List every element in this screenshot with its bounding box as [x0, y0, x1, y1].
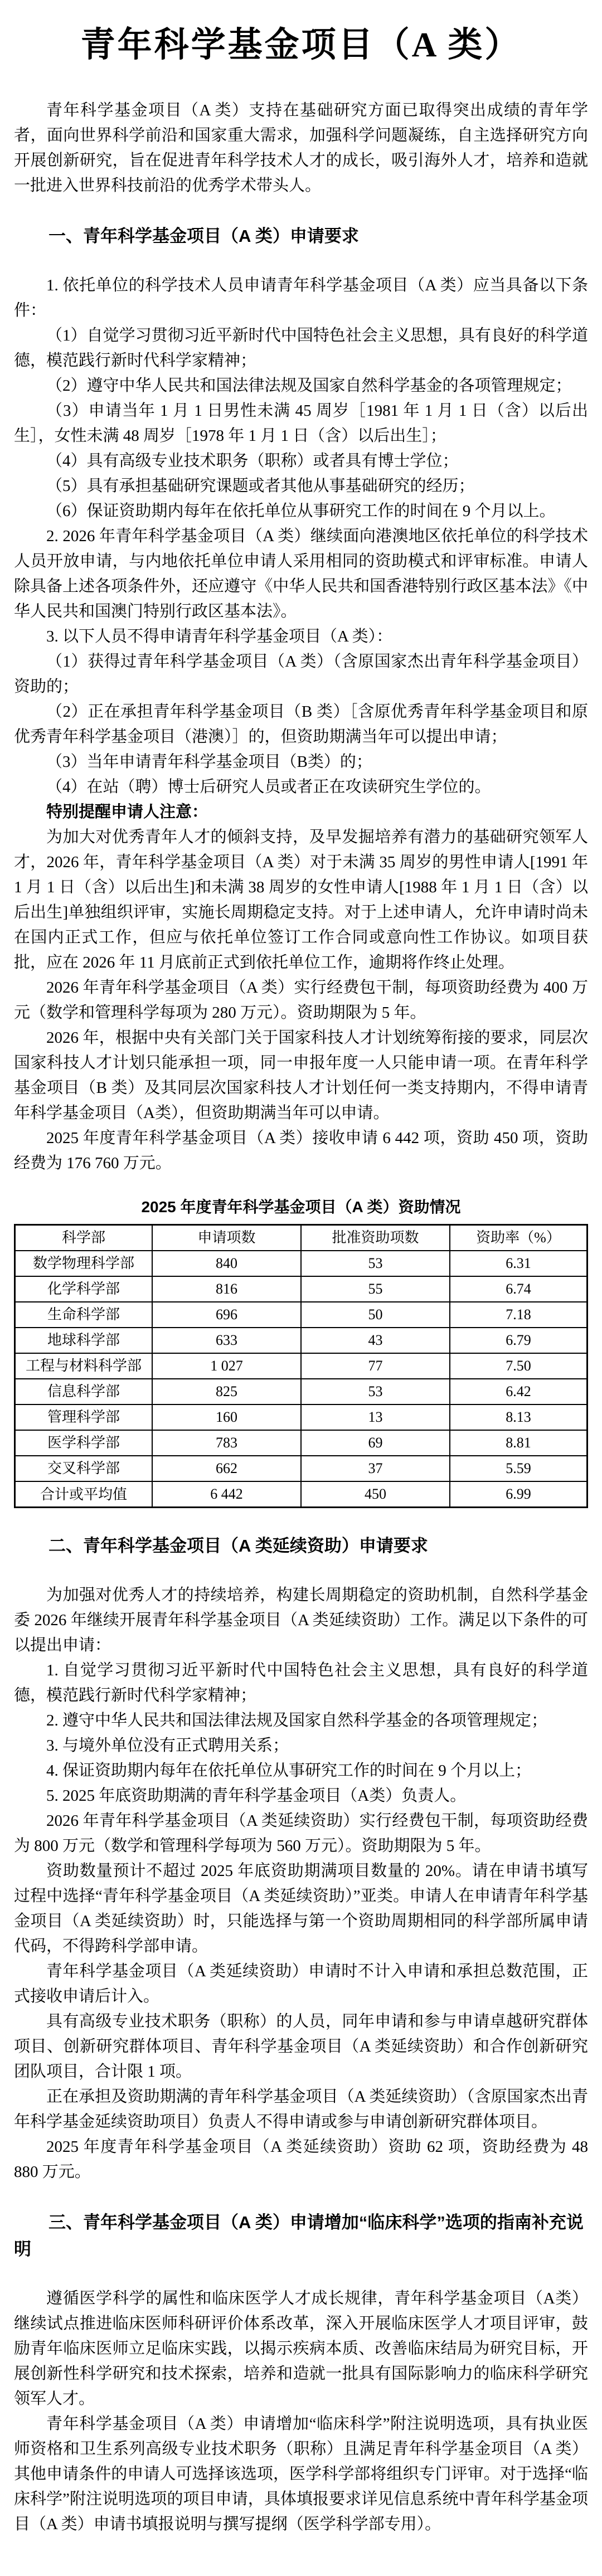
value-cell: 7.18: [450, 1302, 588, 1328]
table-row: [15, 1302, 588, 1328]
body-paragraph: （5）具有承担基础研究课题或者其他从事基础研究的经历；: [46, 477, 475, 495]
table-row: [15, 1353, 588, 1379]
value-cell: 6.42: [450, 1379, 588, 1404]
intro-paragraph: 青年科学基金项目（A 类）支持在基础研究方面已取得突出成绩的青年学者，面向世界科学前沿和国家重大需求，加强科学问题凝练，自主选择研究方向开展创新研究，旨在促进青年科学技术人才的成长，吸引海外人才，培养和造就一批进入世界科技前沿的优秀学术带头人。: [14, 101, 588, 195]
table-total-row: [15, 1481, 588, 1508]
column-header: 资助率（%）: [450, 1225, 588, 1251]
notice-emphasis-paragraph: 特别提醒申请人注意：: [46, 803, 208, 821]
column-header: 批准资助项数: [301, 1225, 450, 1251]
body-paragraph: 4. 保证资助期内每年在依托单位从事研究工作的时间在 9 个月以上；: [46, 1762, 532, 1780]
value-cell: 6.31: [450, 1251, 588, 1276]
value-cell: 77: [301, 1353, 450, 1379]
funding-table: [14, 1224, 588, 1508]
value-cell: 5.59: [450, 1456, 588, 1481]
value-cell: 6.74: [450, 1276, 588, 1302]
body-paragraph: 1. 依托单位的科学技术人员申请青年科学基金项目（A 类）应当具备以下条件：: [14, 276, 588, 319]
department-cell: 合计或平均值: [15, 1481, 152, 1508]
value-cell: 55: [301, 1276, 450, 1302]
funding-table-header-row: [15, 1225, 588, 1251]
body-paragraph: （1）获得过青年科学基金项目（A 类）（含原国家杰出青年科学基金项目）资助的；: [14, 653, 588, 696]
department-cell: 数学物理科学部: [15, 1251, 152, 1276]
value-cell: 783: [152, 1430, 301, 1456]
value-cell: 6 442: [152, 1481, 301, 1508]
body-paragraph: 青年科学基金项目（A 类）申请增加“临床科学”附注说明选项，具有执业医师资格和卫生系列高级专业技术职务（职称）且满足青年科学基金项目（A 类）其他申请条件的申请人可选择该选项，医学科学部将组织专门评审。对于选择“临床科学”附注说明选项的项目申请，具体填报要求详见信息系统中青年科学基金项目（A 类）申请书填报说明与撰写提纲（医学科学部专用）。: [14, 2415, 588, 2533]
value-cell: 69: [301, 1430, 450, 1456]
body-paragraph: 资助数量预计不超过 2025 年底资助期满项目数量的 20%。请在申请书填写过程中选择“青年科学基金项目（A 类延续资助）”亚类。申请人在申请青年科学基金项目（A 类延续资助）时，只能选择与第一个资助周期相同的科学部所属申请代码，不得跨科学部申请。: [14, 1862, 588, 1955]
value-cell: 7.50: [450, 1353, 588, 1379]
column-header: 科学部: [15, 1225, 152, 1251]
body-paragraph: 2. 2026 年青年科学基金项目（A 类）继续面向港澳地区依托单位的科学技术人员开放申请，与内地依托单位申请人采用相同的资助模式和评审标准。申请人除具备上述各项条件外，还应遵守《中华人民共和国香港特别行政区基本法》《中华人民共和国澳门特别行政区基本法》。: [14, 527, 588, 620]
value-cell: 50: [301, 1302, 450, 1328]
body-paragraph: 为加大对优秀青年人才的倾斜支持，及早发掘培养有潜力的基础研究领军人才，2026 年，青年科学基金项目（A 类）对于未满 35 周岁的男性申请人[1991 年 1 月 1 日（含）以后出生]和未满 38 周岁的女性申请人[1988 年 1 月 1 日（含）以后出生]单独组织评审，实施长周期稳定支持。对于上述申请人，允许申请时尚未在国内正式工作，但应与依托单位签订工作合同或意向性工作协议。如项目获批，应在 2026 年 11 月底前正式到依托单位工作，逾期将作终止处理。: [14, 828, 588, 971]
table-row: [15, 1404, 588, 1430]
department-cell: 化学科学部: [15, 1276, 152, 1302]
table-row: [15, 1456, 588, 1481]
department-cell: 信息科学部: [15, 1379, 152, 1404]
section-renewal-body: [14, 1583, 588, 2185]
department-cell: 地球科学部: [15, 1328, 152, 1353]
value-cell: 13: [301, 1404, 450, 1430]
body-paragraph: 2. 遵守中华人民共和国法律法规及国家自然科学基金的各项管理规定；: [46, 1712, 548, 1729]
body-paragraph: 3. 与境外单位没有正式聘用关系；: [46, 1737, 289, 1754]
value-cell: 840: [152, 1251, 301, 1276]
table-row: [15, 1328, 588, 1353]
body-paragraph: 2026 年，根据中央有关部门关于国家科技人才计划统筹衔接的要求，同层次国家科技人才计划只能承担一项，同一申报年度一人只能申请一项。在青年科学基金项目（B 类）及其同层次国家科技人才计划任何一类支持期内，不得申请青年科学基金项目（A类），但资助期满当年可以申请。: [14, 1029, 588, 1122]
value-cell: 8.13: [450, 1404, 588, 1430]
body-paragraph: 2025 年度青年科学基金项目（A 类延续资助）资助 62 项，资助经费为 48 880 万元。: [14, 2138, 588, 2181]
body-paragraph: 为加强对优秀人才的持续培养，构建长周期稳定的资助机制，自然科学基金委 2026 年继续开展青年科学基金项目（A 类延续资助）工作。满足以下条件的可以提出申请：: [14, 1586, 588, 1654]
section-heading-renewal: 二、青年科学基金项目（A 类延续资助）申请要求: [48, 1536, 428, 1556]
body-paragraph: （6）保证资助期内每年在依托单位从事研究工作的时间在 9 个月以上。: [46, 502, 556, 520]
department-cell: 管理科学部: [15, 1404, 152, 1430]
body-paragraph: 2026 年青年科学基金项目（A 类延续资助）实行经费包干制，每项资助经费为 800 万元（数学和管理科学每项为 560 万元）。资助期限为 5 年。: [14, 1812, 588, 1855]
section-heading-requirements: 一、青年科学基金项目（A 类）申请要求: [48, 226, 359, 246]
body-paragraph: 2025 年度青年科学基金项目（A 类）接收申请 6 442 项，资助 450 项，资助经费为 176 760 万元。: [14, 1129, 588, 1172]
body-paragraph: 遵循医学科学的属性和临床医学人才成长规律，青年科学基金项目（A类）继续试点推进临床医师科研评价体系改革，深入开展临床医学人才项目评审，鼓励青年临床医师立足临床实践，以揭示疾病本质、改善临床结局为研究目标，开展创新性科学研究和技术探索，培养和造就一批具有国际影响力的临床科学研究领军人才。: [14, 2290, 588, 2408]
funding-table-block: [14, 1197, 588, 1508]
value-cell: 53: [301, 1379, 450, 1404]
body-paragraph: 青年科学基金项目（A 类延续资助）申请时不计入申请和承担总数范围，正式接收申请后计入。: [14, 1962, 588, 2005]
value-cell: 6.99: [450, 1481, 588, 1508]
body-paragraph: 具有高级专业技术职务（职称）的人员，同年申请和参与申请卓越研究群体项目、创新研究群体项目、青年科学基金项目（A 类延续资助）和合作创新研究团队项目，合计限 1 项。: [14, 2013, 588, 2081]
body-paragraph: （4）在站（聘）博士后研究人员或者正在攻读研究生学位的。: [46, 778, 491, 796]
body-paragraph: （2）遵守中华人民共和国法律法规及国家自然科学基金的各项管理规定；: [46, 377, 572, 395]
document-title: 青年科学基金项目（A 类）: [80, 26, 522, 64]
value-cell: 43: [301, 1328, 450, 1353]
value-cell: 160: [152, 1404, 301, 1430]
department-cell: 交叉科学部: [15, 1456, 152, 1481]
table-row: [15, 1251, 588, 1276]
section-clinical-body: [14, 2286, 588, 2537]
body-paragraph: （3）申请当年 1 月 1 日男性未满 45 周岁［1981 年 1 月 1 日（含）以后出生］，女性未满 48 周岁［1978 年 1 月 1 日（含）以后出生］；: [14, 402, 588, 445]
value-cell: 450: [301, 1481, 450, 1508]
value-cell: 662: [152, 1456, 301, 1481]
body-paragraph: （2）正在承担青年科学基金项目（B 类）［含原优秀青年科学基金项目和原优秀青年科学基金项目（港澳）］的，但资助期满当年可以提出申请；: [14, 703, 588, 746]
body-paragraph: 正在承担及资助期满的青年科学基金项目（A 类延续资助）（含原国家杰出青年科学基金延续资助项目）负责人不得申请或参与申请创新研究群体项目。: [14, 2088, 588, 2131]
department-cell: 生命科学部: [15, 1302, 152, 1328]
body-paragraph: 1. 自觉学习贯彻习近平新时代中国特色社会主义思想，具有良好的科学道德，模范践行新时代科学家精神；: [14, 1661, 588, 1704]
value-cell: 696: [152, 1302, 301, 1328]
value-cell: 825: [152, 1379, 301, 1404]
value-cell: 6.79: [450, 1328, 588, 1353]
body-paragraph: 2026 年青年科学基金项目（A 类）实行经费包干制，每项资助经费为 400 万元（数学和管理科学每项为 280 万元）。资助期限为 5 年。: [14, 979, 588, 1022]
table-row: [15, 1379, 588, 1404]
section-requirements-body: [14, 273, 588, 1176]
section-heading-clinical: 三、青年科学基金项目（A 类）申请增加“临床科学”选项的指南补充说明: [14, 2213, 584, 2259]
value-cell: 53: [301, 1251, 450, 1276]
funding-table-body: [15, 1251, 588, 1508]
value-cell: 816: [152, 1276, 301, 1302]
value-cell: 37: [301, 1456, 450, 1481]
value-cell: 8.81: [450, 1430, 588, 1456]
column-header: 申请项数: [152, 1225, 301, 1251]
department-cell: 医学科学部: [15, 1430, 152, 1456]
body-paragraph: 3. 以下人员不得申请青年科学基金项目（A 类）：: [46, 628, 393, 645]
body-paragraph: 5. 2025 年底资助期满的青年科学基金项目（A类）负责人。: [46, 1787, 467, 1805]
value-cell: 1 027: [152, 1353, 301, 1379]
table-row: [15, 1276, 588, 1302]
table-row: [15, 1430, 588, 1456]
value-cell: 633: [152, 1328, 301, 1353]
body-paragraph: （3）当年申请青年科学基金项目（B类）的；: [46, 753, 372, 771]
department-cell: 工程与材料科学部: [15, 1353, 152, 1379]
body-paragraph: （1）自觉学习贯彻习近平新时代中国特色社会主义思想，具有良好的科学道德，模范践行新时代科学家精神；: [14, 327, 588, 370]
funding-table-title: 2025 年度青年科学基金项目（A 类）资助情况: [141, 1198, 461, 1216]
body-paragraph: （4）具有高级专业技术职务（职称）或者具有博士学位；: [46, 452, 459, 470]
